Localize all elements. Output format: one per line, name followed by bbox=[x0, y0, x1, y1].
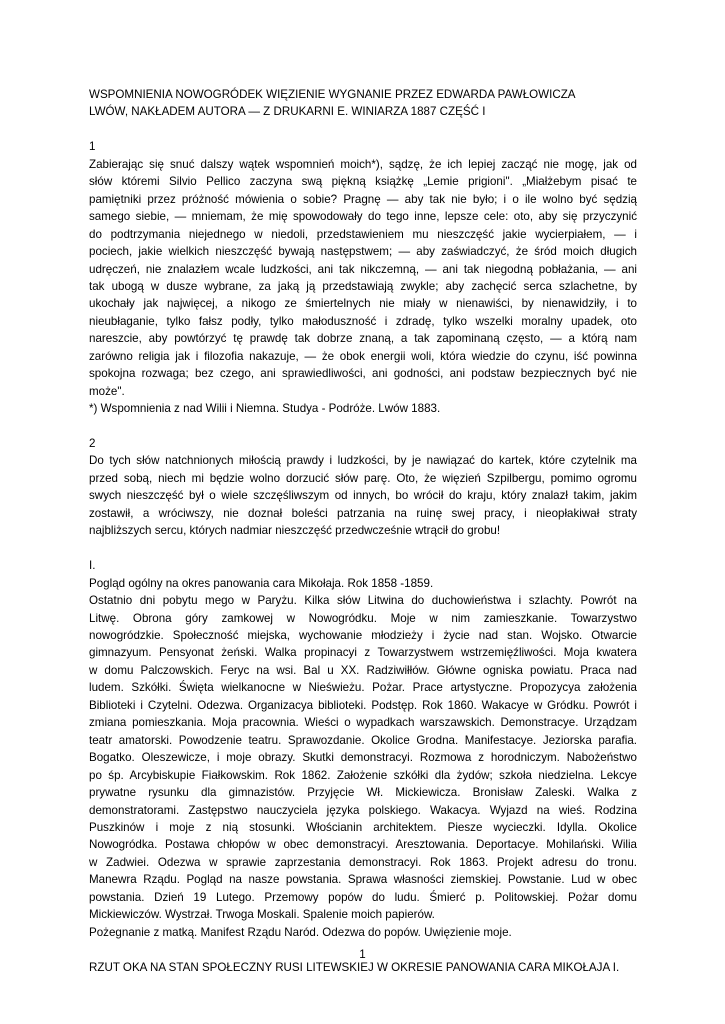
text-line: zarówno religia jak i filozofia nakazuje, — że obok energii woli, która wiedzie do czynu, iść powinna bbox=[89, 349, 637, 363]
text-line: nowogródzkie. Społeczność miejska, wychowanie młodzieży i życie nad stan. Wojsko. Otwarcie bbox=[89, 629, 637, 642]
text-line: samego siebie, — mniemam, że mię spowodowały do tego inne, lepsze cele: oto, aby się przyczynić bbox=[89, 210, 637, 224]
section-3-text bbox=[89, 592, 637, 906]
text-line: ukochały jak najwięcej, a nikogo ze śmiertelnych nie miały w nienawiści, by nienawidziły, i to bbox=[89, 297, 637, 311]
text-line: pociech, jakie wielkich nieszczęść bywają następstwem; — aby zaświadczyć, że śród moich długich bbox=[89, 245, 637, 259]
text-line: tak ubogą w dusze wybrane, za jaką ją przedstawiają zwykle; aby zachęcić serca szlachetne, by bbox=[89, 279, 637, 293]
text-line: Litwę. Obrona góry zamkowej w Nowogródku. Moje w nim zamieszkanie. Towarzystwo bbox=[89, 611, 637, 625]
text-line: w Zadwiei. Odezwa w sprawie zaprzestania demonstracyi. Rok 1863. Projekt adresu do tronu. bbox=[89, 855, 637, 869]
text-line: pamiętniki przez próżność mówienia o sobie? Pragnę — aby tak nie było; i o ile wolno być sędzią bbox=[89, 192, 637, 206]
header-line: LWÓW, NAKŁADEM AUTORA — Z DRUKARNI E. WINIARZA 1887 CZĘŚĆ I bbox=[89, 105, 486, 119]
section-2-last-line: najbliższych sercu, których nadmiar nieszczęść przedwcześnie wtrącił do grobu! bbox=[89, 524, 501, 538]
text-line: nieubłaganie, tylko fałsz podły, tylko małoduszność i zdradę, tylko wszelki moralny upadek, oto bbox=[89, 314, 637, 328]
text-line: Manewra Rządu. Pogląd na nasze powstania. Sprawa własności ziemskiej. Powstanie. Lud w obec bbox=[89, 873, 637, 887]
text-line: ludem. Szkółki. Święta wielkanocne w Nieświeżu. Pożar. Prace artystyczne. Propozycya założenia bbox=[89, 681, 637, 695]
section-2-text bbox=[89, 452, 637, 522]
text-line: swych nieszczęść był o wiele szczęśliwszym od innych, bo wrócił do kraju, który znalazł takim, jakim bbox=[89, 489, 637, 503]
section-1-text bbox=[89, 156, 637, 383]
text-line: słów któremi Silvio Pellico zaczyna swą piękną książkę „Lemie prigioni". „Miałżebym pisać te bbox=[89, 175, 637, 189]
text-line: Puszkinów i moje z nią stosunki. Włościanin architektem. Piesze wycieczki. Idylla. Okolice bbox=[89, 820, 637, 834]
section-1-last-line: może". bbox=[89, 384, 125, 398]
text-line: przed sobą, niech mi będzie wolno dorzucić słów parę. Oto, że więzień Szpilbergu, pomimo ogromu bbox=[89, 471, 637, 485]
section-number: 2 bbox=[89, 437, 96, 451]
text-line: Do tych słów natchnionych miłością prawdy i ludzkości, by je nawiązać do kartek, które czytelnik ma bbox=[89, 454, 637, 468]
document-page bbox=[89, 86, 637, 976]
text-line: Nowogródka. Postawa chłopów w obec demonstracyi. Aresztowania. Deportacye. Mohilański. Wilia bbox=[89, 838, 637, 852]
section-subtitle: Pogląd ogólny na okres panowania cara Mikołaja. Rok 1858 -1859. bbox=[89, 576, 434, 590]
closing-heading: RZUT OKA NA STAN SPOŁECZNY RUSI LITEWSKIEJ W OKRESIE PANOWANIA CARA MIKOŁAJA I. bbox=[89, 960, 620, 974]
text-line: spokojna rozwaga; bez czego, ani sprawiedliwości, ani godności, ani podstaw bezpiecznych być nie bbox=[89, 367, 637, 381]
document-header bbox=[89, 86, 637, 121]
text-line: Bogatko. Oleszewicze, i moje obrazy. Skutki demonstracyi. Rozmowa z horodniczym. Nabożeństwo bbox=[89, 751, 637, 765]
footnote: *) Wspomnienia z nad Wilii i Niemna. Studya - Podróże. Lwów 1883. bbox=[89, 402, 441, 416]
section-3-after-line: Pożegnanie z matką. Manifest Rządu Naród. Odezwa do popów. Uwięzienie moje. bbox=[89, 925, 512, 939]
text-line: nareszcie, aby powtórzyć tę prawdę tak dobrze znaną, a tak zapominaną często, — a którą nam bbox=[89, 332, 637, 346]
text-line: w domu Palczowskich. Feryc na wsi. Bal u XX. Radziwiłłów. Główne ogniska powiatu. Praca nad bbox=[89, 663, 637, 677]
text-line: zmiana pomieszkania. Moja pracownia. Wieści o wypadkach warszawskich. Demonstracye. Urządzam bbox=[89, 716, 637, 730]
text-line: po śp. Arcybiskupie Fiałkowskim. Rok 1862. Założenie szkółki dla żydów; szkoła niedzielna. Lekcye bbox=[89, 768, 637, 782]
text-line: demonstratorami. Zastępstwo nauczyciela języka polskiego. Wakacya. Wyjazd na wieś. Rodzina bbox=[89, 803, 637, 817]
section-number: I. bbox=[89, 559, 96, 573]
text-line: prywatne rysunku dla gimnazistów. Przyjęcie Wł. Mickiewicza. Bronisław Zaleski. Walka z bbox=[89, 786, 637, 800]
text-line: Biblioteki i Czytelni. Odezwa. Organizacya biblioteki. Podstęp. Rok 1860. Wakacye w Gródku. Powrót i bbox=[89, 698, 637, 712]
text-line: powstania. Dzień 19 Lutego. Przemowy popów do ludu. Śmierć p. Politowskiej. Pożar domu bbox=[89, 890, 637, 904]
header-line: WSPOMNIENIA NOWOGRÓDEK WIĘZIENIE WYGNANIE PRZEZ EDWARDA PAWŁOWICZA bbox=[89, 88, 576, 101]
text-line: Ostatnio dni pobytu mego w Paryżu. Kilka słów Litwina do duchowieństwa i szlachty. Powrót na bbox=[89, 594, 637, 608]
text-line: zostawił, a wróciwszy, nie doznał boleści patrzania na ruinę swej pracy, i nieopłakiwał straty bbox=[89, 506, 637, 520]
text-line: Zabierając się snuć dalszy wątek wspomnień moich*), sądzę, że ich lepiej zacząć nie mogę, jak od bbox=[89, 157, 637, 171]
text-line: do podtrzymania niejednego w niedoli, przedstawieniem mu nieszczęść jakie wycierpiałem, — i bbox=[89, 227, 637, 241]
page-number: 1 bbox=[359, 948, 366, 961]
text-line: gimnazyum. Pensyonat żeński. Walka propinacyi z Towarzystwem wstrzemięźliwości. Moja kwatera bbox=[89, 646, 637, 660]
section-3-last-line: Mickiewiczów. Wystrzał. Trwoga Moskali. Spalenie moich papierów. bbox=[89, 908, 435, 922]
text-line: teatr amatorski. Powodzenie teatru. Sprawozdanie. Okolice Grodna. Manifestacye. Jeziorska parafia. bbox=[89, 733, 637, 747]
text-line: udręczeń, nie znalazłem wcale ludzkości, ani tak nikczemną, — ani tak niegodną pobłażania, — ani bbox=[89, 262, 637, 276]
section-number: 1 bbox=[89, 140, 96, 154]
